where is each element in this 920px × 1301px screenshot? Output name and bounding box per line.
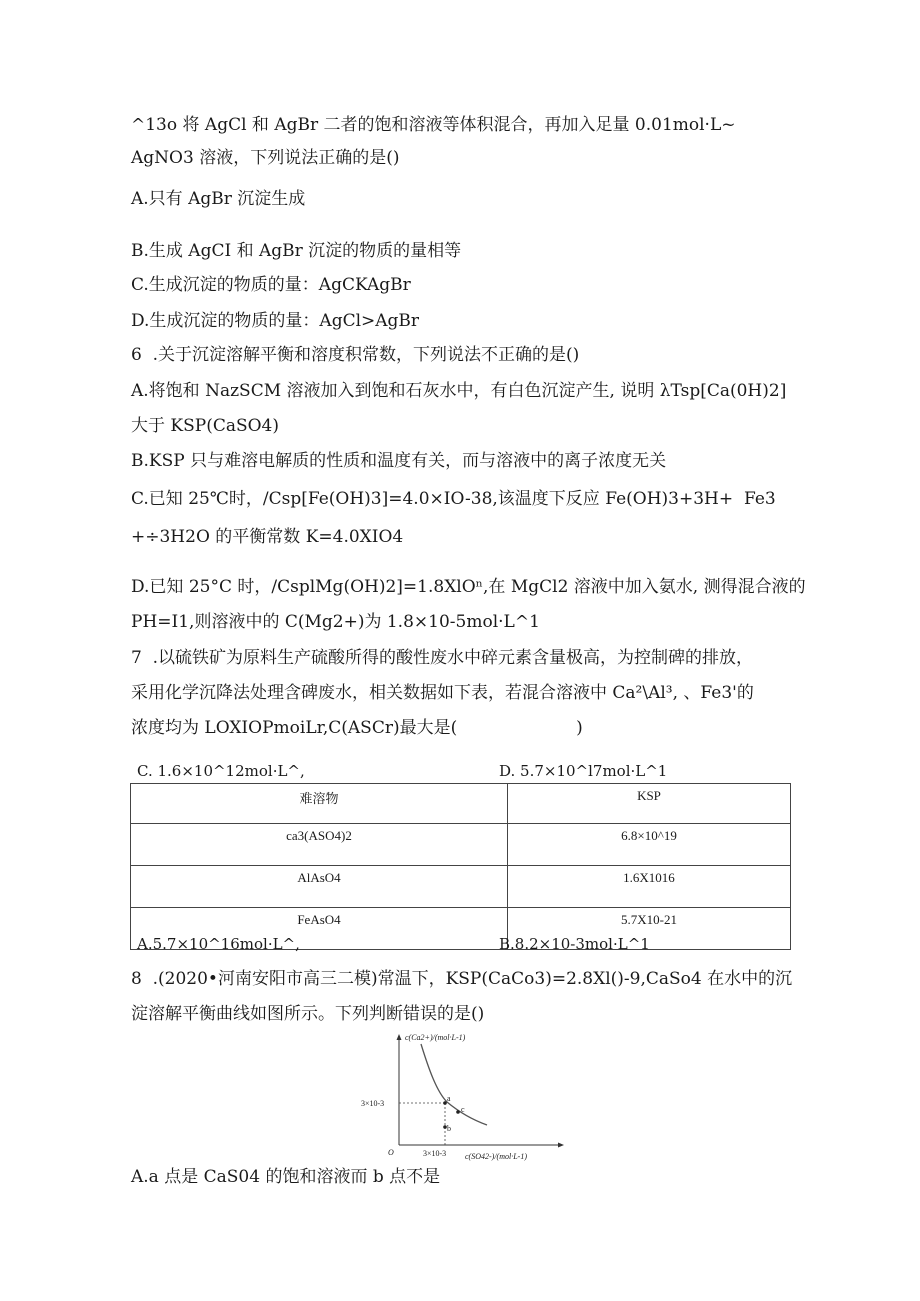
table-header-row [131, 784, 791, 824]
q6-option-c-line1: C.已知 25℃时，/Csp[Fe(OH)3]=4.0×IO-38,该温度下反应 Fe(OH)3+3H+ [131, 489, 734, 509]
q6-option-b: B.KSP 只与难溶电解质的性质和温度有关，而与溶液中的离子浓度无关 [131, 451, 667, 471]
origin-label: O [388, 1148, 394, 1157]
q8-stem-line2: 淀溶解平衡曲线如图所示。下列判断错误的是() [131, 1004, 485, 1024]
y-axis-label: c(Ca2+)/(mol·L-1) [405, 1033, 466, 1042]
q5-option-a: A.只有 AgBr 沉淀生成 [131, 189, 306, 209]
q7-option-c: C. 1.6×10^12mol·L^, [137, 762, 305, 780]
table-header-cell: 难溶物 [131, 784, 508, 824]
table-header-cell: KSP [508, 784, 791, 824]
x-tick-label: 3×10-3 [423, 1149, 447, 1158]
table-cell: AlAsO4 [131, 866, 508, 908]
table-cell: ca3(ASO4)2 [131, 824, 508, 866]
q6-option-c-line2: +÷3H2O 的平衡常数 K=4.0XIO4 [131, 527, 404, 547]
q7-stem-line3: 浓度均为 LOXIOPmoiLr,C(ASCr)最大是( ) [131, 718, 583, 738]
q7-option-b: B.8.2×10-3mol·L^1 [499, 935, 650, 953]
label-c: c [461, 1105, 465, 1114]
label-a: a [447, 1094, 451, 1103]
q6-option-d-line2: PH=I1,则溶液中的 C(Mg2+)为 1.8×10-5mol·L^1 [131, 612, 540, 632]
q7-stem-line1: 7 .以硫铁矿为原料生产硫酸所得的酸性废水中碎元素含量极高，为控制碑的排放， [131, 648, 754, 668]
y-tick-label: 3×10-3 [361, 1099, 385, 1108]
q8-option-a: A.a 点是 CaS04 的饱和溶液而 b 点不是 [131, 1167, 441, 1187]
q7-stem-line2: 采用化学沉降法处理含碑废水，相关数据如下表，若混合溶液中 Ca²\Al³, 、Fe3'的 [131, 683, 754, 703]
x-axis-label: c(SO42-)/(mol·L-1) [465, 1152, 527, 1161]
table-cell: 5.7X10-21 [508, 908, 791, 950]
ksp-table [130, 783, 791, 950]
q6-option-c-line1-right: Fe3 [744, 489, 776, 509]
x-axis-arrow [558, 1143, 564, 1148]
table-row [131, 866, 791, 908]
table-cell: FeAsO4 [131, 908, 508, 950]
y-axis-arrow [397, 1034, 402, 1040]
table-cell: 6.8×10^19 [508, 824, 791, 866]
equilibrium-curve [421, 1044, 487, 1125]
label-b: b [447, 1124, 451, 1133]
q6-option-a-line1: A.将饱和 NazSCM 溶液加入到饱和石灰水中，有白色沉淀产生, 说明 λTsp[Ca(0H)2] [131, 381, 787, 401]
table-cell: 1.6X1016 [508, 866, 791, 908]
q7-option-d: D. 5.7×10^l7mol·L^1 [499, 762, 668, 780]
q7-option-a: A.5.7×10^16mol·L^, [137, 935, 300, 953]
q5-stem-line1: ^13o 将 AgCl 和 AgBr 二者的饱和溶液等体积混合，再加入足量 0.01mol·L~ [131, 115, 736, 135]
q5-option-c: C.生成沉淀的物质的量：AgCKAgBr [131, 275, 411, 295]
q8-stem-line1: 8 .(2020•河南安阳市高三二模)常温下，KSP(CaCo3)=2.8Xl()-9,CaSo4 在水中的沉 [131, 969, 793, 989]
q5-option-d: D.生成沉淀的物质的量：AgCl>AgBr [131, 311, 420, 331]
q6-option-d-line1: D.已知 25°C 时，/CsplMg(OH)2]=1.8XlOⁿ,在 MgCl2 溶液中加入氨水, 测得混合液的 [131, 577, 806, 597]
solubility-curve-graph [355, 1030, 570, 1165]
q6-option-a-line2: 大于 KSP(CaSO4) [131, 416, 279, 436]
q5-option-b: B.生成 AgCI 和 AgBr 沉淀的物质的量相等 [131, 241, 462, 261]
point-c [456, 1110, 460, 1114]
q5-stem-line2: AgNO3 溶液，下列说法正确的是() [131, 148, 400, 168]
table-row [131, 824, 791, 866]
q6-stem: 6 .关于沉淀溶解平衡和溶度积常数，下列说法不正确的是() [131, 345, 580, 365]
